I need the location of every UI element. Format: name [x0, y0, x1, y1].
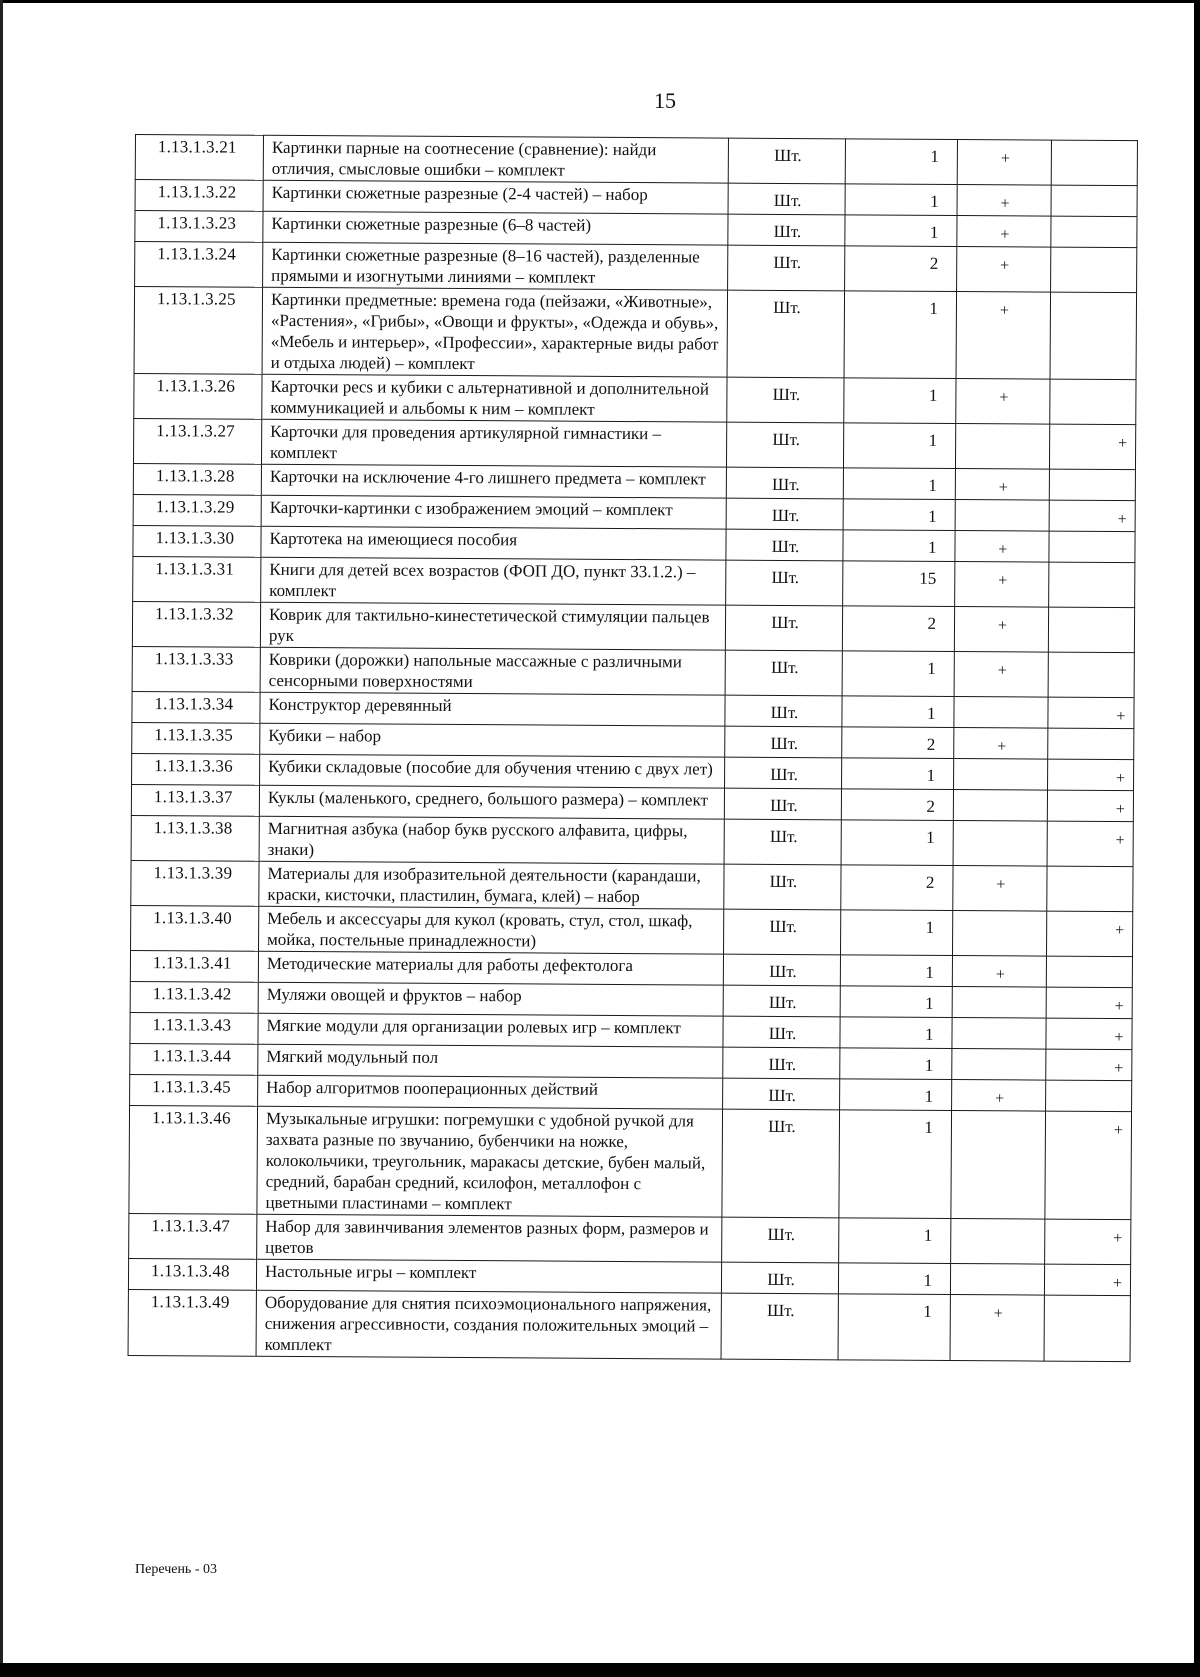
scan-border-bottom	[0, 1663, 1200, 1677]
item-name-cell: Картинки сюжетные разрезные (2-4 частей) – набор	[263, 180, 728, 214]
quantity-cell: 1	[840, 1048, 952, 1080]
mark-column-a-cell	[951, 1219, 1045, 1265]
mark-column-a-cell	[954, 697, 1048, 729]
item-code-cell: 1.13.1.3.47	[129, 1213, 257, 1259]
unit-cell: Шт.	[724, 819, 841, 865]
mark-column-b-cell: +	[1049, 500, 1135, 532]
quantity-cell: 1	[845, 215, 957, 247]
unit-cell: Шт.	[728, 245, 845, 291]
item-code-cell: 1.13.1.3.22	[135, 180, 263, 212]
unit-cell: Шт.	[726, 560, 843, 606]
unit-cell: Шт.	[723, 1016, 840, 1048]
mark-column-b-cell: +	[1046, 911, 1132, 957]
quantity-cell: 1	[845, 184, 957, 216]
quantity-cell: 1	[842, 758, 954, 790]
quantity-cell: 1	[842, 651, 954, 697]
item-name-cell: Музыкальные игрушки: погремушки с удобной ручкой для захвата разные по звучанию, бубенчики на ножке, колокольчики, треугольник, маракасы детские, бубен малый, средний, барабан средний, ксилофон, металлофон с цветными пластинами – комплект	[257, 1106, 723, 1217]
mark-column-b-cell	[1051, 247, 1137, 293]
unit-cell: Шт.	[723, 1047, 840, 1079]
quantity-cell: 1	[845, 139, 957, 185]
item-code-cell: 1.13.1.3.38	[131, 815, 259, 861]
mark-column-b-cell: +	[1045, 1219, 1131, 1265]
unit-cell: Шт.	[726, 529, 843, 561]
mark-column-a-cell: +	[957, 216, 1051, 248]
quantity-cell: 1	[843, 468, 955, 500]
mark-column-b-cell	[1049, 531, 1135, 563]
item-name-cell: Коврик для тактильно-кинестетической стимуляции пальцев рук	[260, 602, 725, 650]
quantity-cell: 1	[843, 530, 955, 562]
table-row	[129, 1105, 1132, 1219]
mark-column-b-cell	[1048, 607, 1134, 653]
mark-column-a-cell: +	[954, 728, 1048, 760]
item-name-cell: Кубики – набор	[260, 723, 725, 757]
mark-column-b-cell	[1051, 185, 1137, 217]
item-code-cell: 1.13.1.3.25	[134, 287, 263, 375]
unit-cell: Шт.	[728, 138, 845, 184]
quantity-cell: 2	[845, 246, 957, 292]
mark-column-a-cell: +	[952, 956, 1046, 988]
item-code-cell: 1.13.1.3.49	[128, 1289, 256, 1356]
unit-cell: Шт.	[726, 467, 843, 499]
unit-cell: Шт.	[724, 864, 841, 910]
item-name-cell: Настольные игры – комплект	[256, 1259, 721, 1293]
item-code-cell: 1.13.1.3.46	[129, 1105, 258, 1214]
item-code-cell: 1.13.1.3.24	[135, 242, 263, 288]
item-code-cell: 1.13.1.3.43	[130, 1012, 258, 1044]
unit-cell: Шт.	[725, 695, 842, 727]
mark-column-b-cell	[1048, 728, 1134, 760]
unit-cell: Шт.	[728, 183, 845, 215]
item-name-cell: Картинки сюжетные разрезные (8–16 частей), разделенные прямыми и изогнутыми линиями – комплект	[263, 242, 728, 290]
unit-cell: Шт.	[723, 954, 840, 986]
item-name-cell: Картинки предметные: времена года (пейзажи, «Животные», «Растения», «Грибы», «Овощи и фрукты», «Одежда и обувь», «Мебель и интерьер», «Профессии», характерные виды работ и отдыха людей) – комплект	[262, 287, 728, 377]
mark-column-a-cell	[952, 911, 1046, 957]
item-code-cell: 1.13.1.3.48	[128, 1258, 256, 1290]
mark-column-b-cell: +	[1046, 1018, 1132, 1050]
mark-column-a-cell	[950, 1264, 1044, 1296]
item-name-cell: Муляжи овощей и фруктов – набор	[258, 982, 723, 1016]
item-code-cell: 1.13.1.3.41	[130, 950, 258, 982]
page-number: 15	[654, 88, 676, 113]
unit-cell: Шт.	[726, 498, 843, 530]
item-name-cell: Мягкий модульный пол	[258, 1044, 723, 1078]
mark-column-a-cell	[953, 790, 1047, 822]
item-code-cell: 1.13.1.3.45	[130, 1074, 258, 1106]
table-row	[135, 242, 1137, 293]
mark-column-a-cell	[955, 500, 1049, 532]
unit-cell: Шт.	[721, 1293, 838, 1360]
unit-cell: Шт.	[725, 726, 842, 758]
mark-column-a-cell: +	[955, 469, 1049, 501]
item-name-cell: Мебель и аксессуары для кукол (кровать, стул, стол, шкаф, мойка, постельные принадлежности)	[259, 906, 724, 954]
item-code-cell: 1.13.1.3.40	[131, 905, 259, 951]
item-name-cell: Картинки парные на соотнесение (сравнение): найди отличия, смысловые ошибки – комплект	[263, 135, 728, 183]
item-code-cell: 1.13.1.3.42	[130, 981, 258, 1013]
item-name-cell: Материалы для изобразительной деятельности (карандаши, краски, кисточки, пластилин, бумага, клей) – набор	[259, 861, 724, 909]
mark-column-b-cell	[1050, 292, 1137, 380]
mark-column-b-cell: +	[1049, 424, 1135, 470]
mark-column-b-cell: +	[1046, 1049, 1132, 1081]
mark-column-b-cell: +	[1046, 987, 1132, 1019]
item-code-cell: 1.13.1.3.28	[133, 463, 261, 495]
footer-label: Перечень - 03	[135, 1562, 217, 1577]
table-row	[133, 418, 1135, 469]
quantity-cell: 1	[841, 820, 953, 866]
item-code-cell: 1.13.1.3.27	[133, 418, 261, 464]
table-row	[129, 1213, 1131, 1264]
mark-column-b-cell	[1050, 379, 1136, 425]
mark-column-a-cell	[952, 1018, 1046, 1050]
quantity-cell: 1	[842, 696, 954, 728]
scan-border-left	[0, 0, 3, 1677]
item-code-cell: 1.13.1.3.35	[132, 722, 260, 754]
mark-column-a-cell: +	[957, 140, 1051, 186]
mark-column-a-cell: +	[955, 531, 1049, 563]
mark-column-a-cell: +	[955, 562, 1049, 608]
mark-column-a-cell: +	[954, 607, 1048, 653]
mark-column-b-cell: +	[1045, 1111, 1132, 1220]
item-name-cell: Набор для завинчивания элементов разных форм, размеров и цветов	[257, 1214, 722, 1262]
mark-column-a-cell: +	[953, 866, 1047, 912]
item-code-cell: 1.13.1.3.26	[134, 373, 262, 419]
item-code-cell: 1.13.1.3.37	[131, 784, 259, 816]
unit-cell: Шт.	[728, 214, 845, 246]
quantity-cell: 1	[844, 378, 956, 424]
mark-column-b-cell: +	[1044, 1264, 1130, 1296]
item-name-cell: Картотека на имеющиеся пособия	[261, 526, 726, 560]
mark-column-b-cell	[1048, 652, 1134, 698]
table-row	[131, 860, 1133, 911]
unit-cell: Шт.	[723, 1078, 840, 1110]
table-row	[133, 556, 1135, 607]
quantity-cell: 1	[840, 1079, 952, 1111]
item-name-cell: Набор алгоритмов пооперационных действий	[258, 1075, 723, 1109]
mark-column-b-cell	[1049, 562, 1135, 608]
quantity-cell: 1	[840, 910, 952, 956]
item-name-cell: Коврики (дорожки) напольные массажные с различными сенсорными поверхностями	[260, 647, 725, 695]
mark-column-b-cell: +	[1047, 790, 1133, 822]
item-code-cell: 1.13.1.3.36	[132, 753, 260, 785]
mark-column-a-cell	[952, 987, 1046, 1019]
item-code-cell: 1.13.1.3.32	[132, 601, 260, 647]
item-name-cell: Карточки для проведения артикулярной гимнастики – комплект	[261, 419, 726, 467]
quantity-cell: 1	[838, 1263, 950, 1295]
unit-cell: Шт.	[724, 788, 841, 820]
item-name-cell: Карточки на исключение 4-го лишнего предмета – комплект	[261, 464, 726, 498]
item-name-cell: Куклы (маленького, среднего, большого размера) – комплект	[259, 785, 724, 819]
quantity-cell: 1	[840, 1017, 952, 1049]
mark-column-a-cell	[953, 821, 1047, 867]
item-code-cell: 1.13.1.3.23	[135, 211, 263, 243]
item-name-cell: Карточки pecs и кубики с альтернативной и дополнительной коммуникацией и альбомы к ним – комплект	[262, 374, 727, 422]
mark-column-a-cell	[951, 1111, 1046, 1220]
mark-column-b-cell	[1051, 216, 1137, 248]
unit-cell: Шт.	[722, 1109, 840, 1218]
item-name-cell: Магнитная азбука (набор букв русского алфавита, цифры, знаки)	[259, 816, 724, 864]
mark-column-a-cell: +	[954, 652, 1048, 698]
equipment-table	[128, 134, 1138, 1362]
quantity-cell: 1	[840, 955, 952, 987]
item-name-cell: Конструктор деревянный	[260, 692, 725, 726]
equipment-table-container	[128, 134, 1137, 1362]
scan-border-right	[1194, 0, 1200, 1677]
mark-column-b-cell	[1046, 1080, 1132, 1112]
item-code-cell: 1.13.1.3.21	[135, 135, 263, 181]
item-name-cell: Методические материалы для работы дефектолога	[258, 951, 723, 985]
quantity-cell: 1	[843, 423, 955, 469]
item-name-cell: Оборудование для снятия психоэмоционального напряжения, снижения агрессивности, создания положительных эмоций – комплект	[256, 1290, 721, 1359]
table-row	[131, 905, 1133, 956]
quantity-cell: 2	[842, 727, 954, 759]
item-name-cell: Мягкие модули для организации ролевых игр – комплект	[258, 1013, 723, 1047]
item-code-cell: 1.13.1.3.31	[133, 556, 261, 602]
mark-column-a-cell: +	[952, 1080, 1046, 1112]
unit-cell: Шт.	[727, 377, 844, 423]
unit-cell: Шт.	[727, 290, 845, 378]
table-row	[134, 373, 1136, 424]
mark-column-a-cell: +	[957, 247, 1051, 293]
quantity-cell: 1	[844, 291, 957, 379]
quantity-cell: 15	[843, 561, 955, 607]
unit-cell: Шт.	[726, 422, 843, 468]
table-row	[134, 287, 1137, 380]
mark-column-a-cell	[954, 759, 1048, 791]
mark-column-b-cell	[1049, 469, 1135, 501]
quantity-cell: 1	[843, 499, 955, 531]
mark-column-a-cell: +	[956, 292, 1051, 380]
quantity-cell: 2	[841, 865, 953, 911]
quantity-cell: 2	[842, 606, 954, 652]
mark-column-b-cell: +	[1047, 821, 1133, 867]
mark-column-a-cell	[955, 424, 1049, 470]
scan-border-top	[0, 0, 1200, 3]
mark-column-b-cell	[1046, 956, 1132, 988]
mark-column-b-cell: +	[1048, 697, 1134, 729]
item-code-cell: 1.13.1.3.30	[133, 525, 261, 557]
item-name-cell: Книги для детей всех возрастов (ФОП ДО, пункт 33.1.2.) – комплект	[261, 557, 726, 605]
mark-column-a-cell: +	[956, 379, 1050, 425]
unit-cell: Шт.	[721, 1262, 838, 1294]
unit-cell: Шт.	[722, 1217, 839, 1263]
unit-cell: Шт.	[725, 650, 842, 696]
item-code-cell: 1.13.1.3.39	[131, 860, 259, 906]
item-name-cell: Карточки-картинки с изображением эмоций – комплект	[261, 495, 726, 529]
mark-column-a-cell: +	[950, 1295, 1044, 1362]
item-code-cell: 1.13.1.3.29	[133, 494, 261, 526]
mark-column-b-cell	[1047, 866, 1133, 912]
unit-cell: Шт.	[725, 757, 842, 789]
quantity-cell: 1	[840, 986, 952, 1018]
mark-column-a-cell	[952, 1049, 1046, 1081]
quantity-cell: 1	[838, 1294, 950, 1361]
table-row	[132, 646, 1134, 697]
quantity-cell: 1	[839, 1218, 951, 1264]
table-row	[135, 135, 1137, 186]
table-row	[131, 815, 1133, 866]
unit-cell: Шт.	[725, 605, 842, 651]
item-code-cell: 1.13.1.3.44	[130, 1043, 258, 1075]
item-code-cell: 1.13.1.3.34	[132, 691, 260, 723]
unit-cell: Шт.	[723, 985, 840, 1017]
unit-cell: Шт.	[724, 909, 841, 955]
quantity-cell: 1	[839, 1110, 952, 1219]
item-code-cell: 1.13.1.3.33	[132, 646, 260, 692]
table-row	[132, 601, 1134, 652]
mark-column-b-cell: +	[1048, 759, 1134, 791]
mark-column-b-cell	[1044, 1295, 1130, 1362]
table-row	[128, 1289, 1130, 1361]
quantity-cell: 2	[841, 789, 953, 821]
mark-column-a-cell: +	[957, 185, 1051, 217]
mark-column-b-cell	[1051, 140, 1137, 186]
item-name-cell: Картинки сюжетные разрезные (6–8 частей)	[263, 211, 728, 245]
item-name-cell: Кубики складовые (пособие для обучения чтению с двух лет)	[260, 754, 725, 788]
